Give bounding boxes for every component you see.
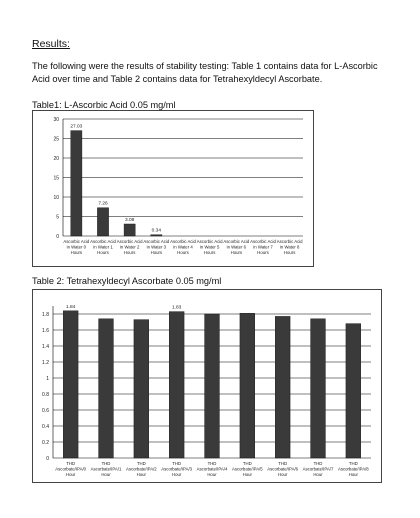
chart2-svg bbox=[33, 290, 381, 482]
x-tick-label: Ascorbic Acid in Water 7 Hours bbox=[250, 239, 276, 255]
bar bbox=[97, 208, 108, 236]
x-tick-label: THD Ascorbate/IPA/3 Hour bbox=[161, 461, 193, 477]
results-heading: Results: bbox=[32, 38, 70, 50]
chart1-frame bbox=[32, 110, 314, 267]
x-tick-label: Ascorbic Acid in Water 0 Hours bbox=[63, 239, 90, 255]
bar bbox=[240, 313, 255, 458]
bar bbox=[63, 311, 78, 458]
y-tick-label: 0.2 bbox=[42, 439, 49, 446]
table2-caption: Table 2: Tetrahexyldecyl Ascorbate 0.05 mg/ml bbox=[32, 276, 222, 286]
y-tick-label: 15 bbox=[53, 175, 59, 182]
y-tick-label: 5 bbox=[56, 214, 59, 221]
y-tick-label: 20 bbox=[53, 155, 59, 162]
data-label: 7.26 bbox=[98, 201, 108, 207]
x-tick-label: THD Ascorbate/IPA/1 Hour bbox=[90, 461, 122, 477]
x-tick-label: Ascorbic Acid in Water 6 Hours bbox=[223, 239, 250, 255]
x-tick-label: Ascorbic Acid in Water 4 Hours bbox=[170, 239, 196, 255]
y-tick-label: 10 bbox=[53, 194, 59, 201]
data-label: 0.34 bbox=[151, 228, 162, 234]
x-tick-label: Ascorbic Acid in Water 1 Hours bbox=[90, 239, 116, 255]
x-tick-label: THD Ascorbate/IPA/5 Hour bbox=[231, 461, 263, 477]
chart1-svg bbox=[33, 111, 313, 266]
bar bbox=[169, 312, 184, 458]
y-tick-label: 1.8 bbox=[42, 311, 49, 318]
y-tick-label: 0 bbox=[46, 455, 49, 462]
y-tick-label: 25 bbox=[53, 136, 59, 143]
y-tick-label: 0.4 bbox=[42, 423, 49, 430]
bar bbox=[99, 319, 114, 458]
y-tick-label: 30 bbox=[53, 116, 59, 123]
y-tick-label: 1 bbox=[46, 375, 49, 382]
x-tick-label: THD Ascorbate/IPA/0 Hour bbox=[55, 461, 87, 477]
data-label: 3.08 bbox=[124, 217, 135, 223]
bar bbox=[205, 314, 220, 458]
x-tick-label: THD Ascorbate/IPA/7 Hour bbox=[302, 461, 334, 477]
bar bbox=[134, 320, 149, 458]
x-tick-label: Ascorbic Acid in Water 8 Hours bbox=[276, 239, 303, 255]
data-label: 1.84 bbox=[65, 304, 76, 310]
y-tick-label: 1.4 bbox=[42, 343, 49, 350]
bar bbox=[275, 316, 290, 458]
chart2-frame bbox=[32, 289, 382, 483]
y-tick-label: 1.2 bbox=[42, 359, 49, 366]
y-tick-label: 0.8 bbox=[42, 391, 49, 398]
intro-paragraph: The following were the results of stability testing: Table 1 contains data for L-Ascorbic Acid over time and Table 2 contains data for Tetrahexyldecyl Ascorbate. bbox=[32, 61, 378, 84]
table1-caption: Table1: L-Ascorbic Acid 0.05 mg/ml bbox=[32, 100, 176, 110]
x-tick-label: THD Ascorbate/IPA/4 Hour bbox=[196, 461, 228, 477]
bar bbox=[311, 319, 326, 458]
x-tick-label: THD Ascorbate/IPA/8 Hour bbox=[337, 461, 369, 477]
y-tick-label: 0 bbox=[56, 233, 59, 240]
bar bbox=[346, 324, 361, 458]
y-tick-label: 0.6 bbox=[42, 407, 49, 414]
bar bbox=[71, 131, 82, 236]
x-tick-label: Ascorbic Acid in Water 2 Hours bbox=[116, 239, 143, 255]
bar bbox=[151, 235, 162, 236]
x-tick-label: THD Ascorbate/IPA/2 Hour bbox=[125, 461, 157, 477]
x-tick-label: Ascorbic Acid in Water 3 Hours bbox=[143, 239, 170, 255]
x-tick-label: Ascorbic Acid in Water 5 Hours bbox=[196, 239, 223, 255]
data-label: 27.03 bbox=[70, 124, 83, 130]
bar bbox=[124, 224, 135, 236]
y-tick-label: 1.6 bbox=[42, 327, 49, 334]
data-label: 1.83 bbox=[171, 305, 182, 311]
x-tick-label: THD Ascorbate/IPA/6 Hour bbox=[267, 461, 299, 477]
